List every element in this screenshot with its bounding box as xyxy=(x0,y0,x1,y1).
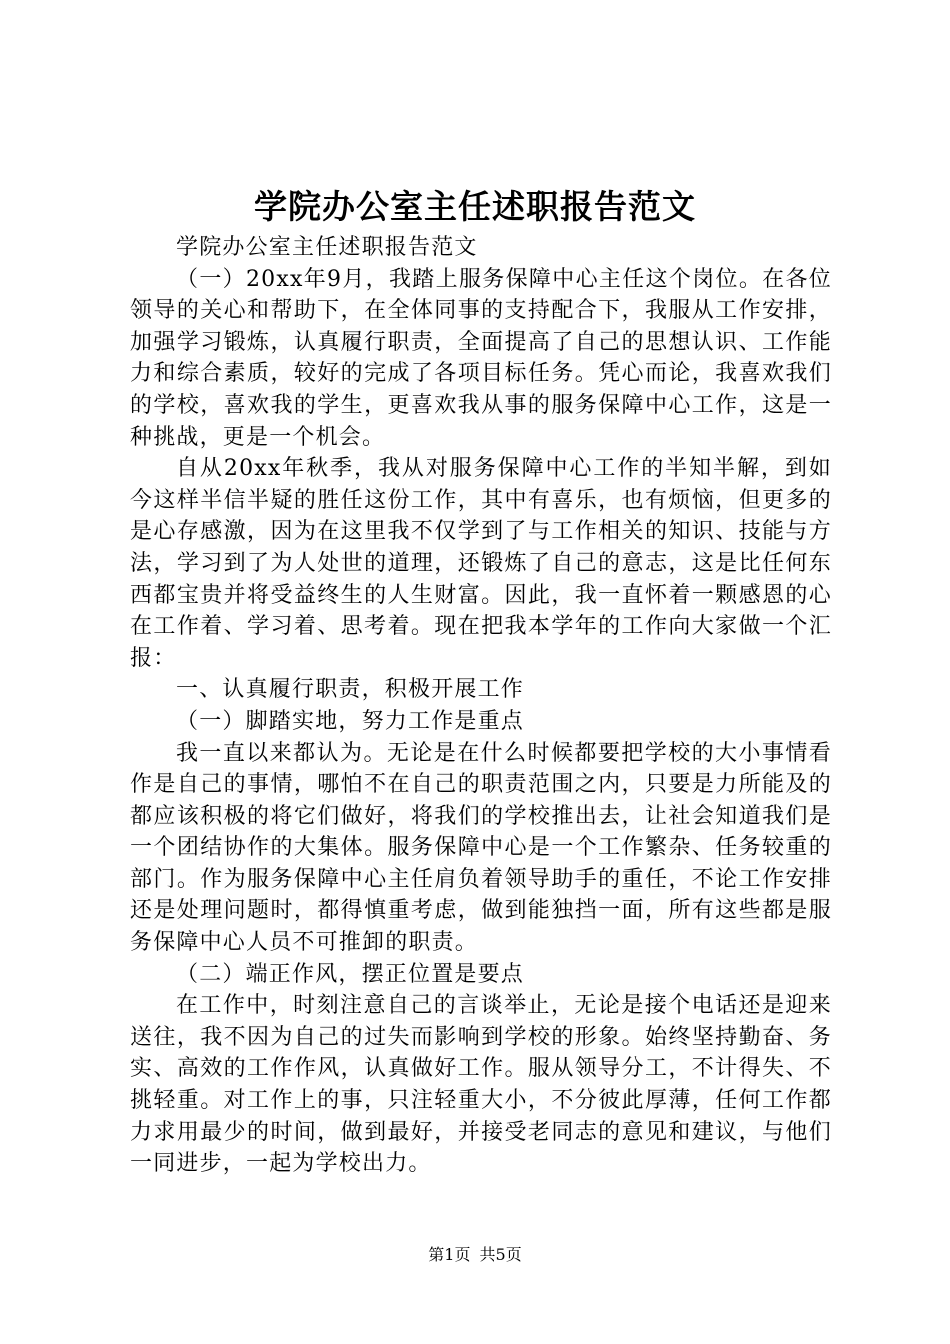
paragraph: 我一直以来都认为。无论是在什么时候都要把学校的大小事情看作是自己的事情，哪怕不在自己的职责范围之内，只要是力所能及的都应该积极的将它们做好，将我们的学校推出去，让社会知道我们是一个团结协作的大集体。服务保障中心是一个工作繁杂、任务较重的部门。作为服务保障中心主任肩负着领导助手的重任，不论工作安排还是处理问题时，都得慎重考虑，做到能独挡一面，所有这些都是服务保障中心人员不可推卸的职责。 xyxy=(130,740,832,956)
paragraph: 学院办公室主任述职报告范文 xyxy=(176,235,478,260)
paragraph: 在工作中，时刻注意自己的言谈举止，无论是接个电话还是迎来送往，我不因为自己的过失而影响到学校的形象。始终坚持勤奋、务实、高效的工作作风，认真做好工作。服从领导分工，不计得失、不挑轻重。对工作上的事，只注轻重大小，不分彼此厚薄，任何工作都力求用最少的时间，做到最好，并接受老同志的意见和建议，与他们一同进步，一起为学校出力。 xyxy=(130,993,832,1177)
page-total: 共5页 xyxy=(479,1245,522,1264)
paragraph: 自从20xx年秋季，我从对服务保障中心工作的半知半解，到如今这样半信半疑的胜任这份工作，其中有喜乐，也有烦恼，但更多的是心存感激，因为在这里我不仅学到了与工作相关的知识、技能与方法，学习到了为人处世的道理，还锻炼了自己的意志，这是比任何东西都宝贵并将受益终生的人生财富。因此，我一直怀着一颗感恩的心在工作着、学习着、思考着。现在把我本学年的工作向大家做一个汇报： xyxy=(130,456,832,671)
document-title: 学院办公室主任述职报告范文 xyxy=(254,187,696,226)
subsection-heading: （一）脚踏实地，努力工作是重点 xyxy=(176,708,525,734)
section-heading: 一、认真履行职责，积极开展工作 xyxy=(176,677,525,703)
document-body xyxy=(130,232,832,1180)
subsection-heading: （二）端正作风，摆正位置是要点 xyxy=(176,961,525,987)
paragraph: （一）20xx年9月，我踏上服务保障中心主任这个岗位。在各位领导的关心和帮助下，在全体同事的支持配合下，我服从工作安排，加强学习锻炼，认真履行职责，全面提高了自己的思想认识、工作能力和综合素质，较好的完成了各项目标任务。凭心而论，我喜欢我们的学校，喜欢我的学生，更喜欢我从事的服务保障中心工作，这是一种挑战，更是一个机会。 xyxy=(130,266,832,450)
page-number: 第1页 xyxy=(428,1245,471,1264)
page-footer xyxy=(0,1245,950,1265)
